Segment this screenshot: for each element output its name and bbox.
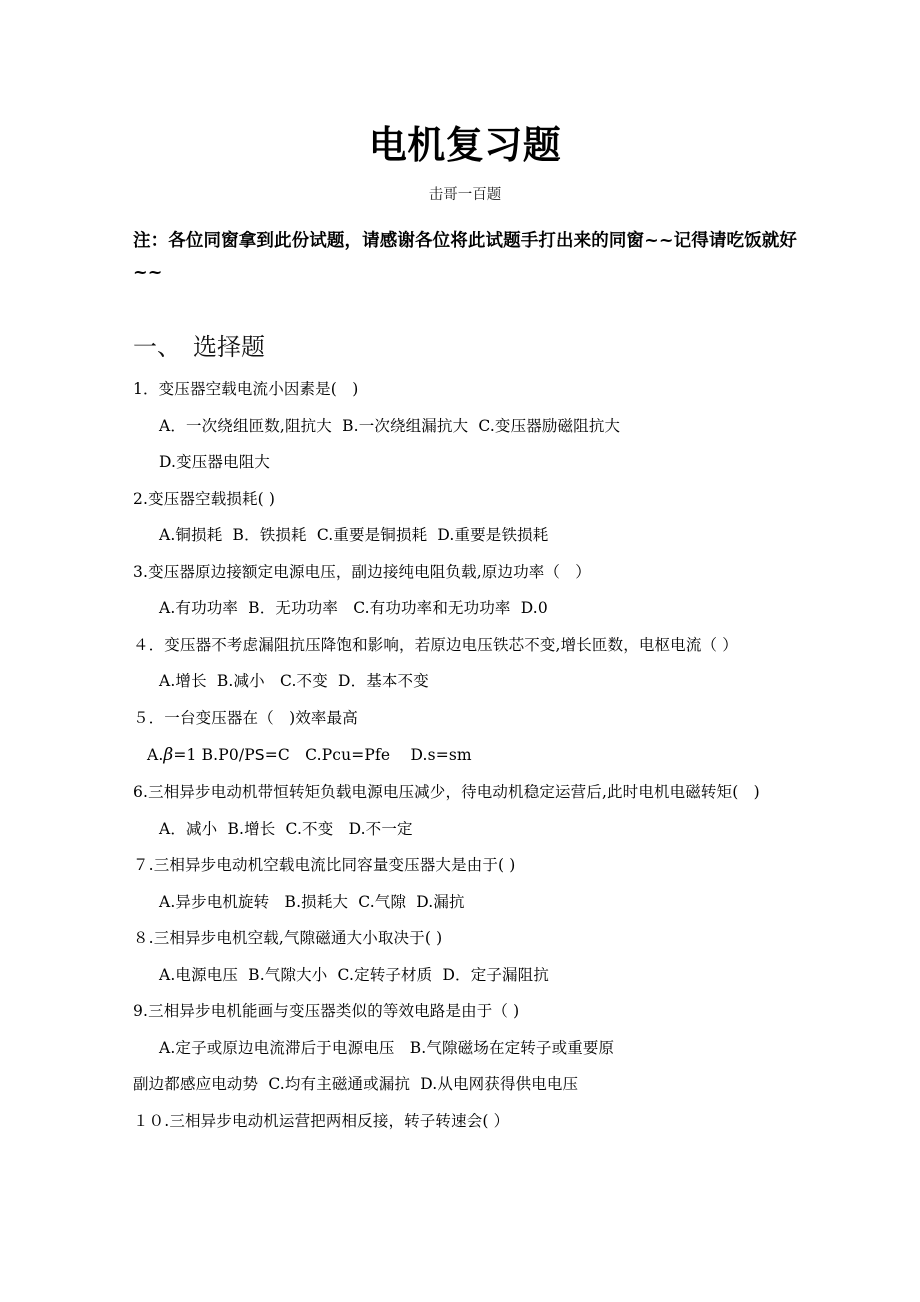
- question-option-line: A．一次绕组匝数,阻抗大 B.一次绕组漏抗大 C.变压器励磁阻抗大: [159, 416, 621, 435]
- question-option-continuation: 副边都感应电动势 C.均有主磁通或漏抗 D.从电网获得供电电压: [133, 1075, 579, 1094]
- document-body: [133, 0, 797, 1150]
- question-stem: 6.三相异步电动机带恒转矩负载电源电压减少，待电动机稳定运营后,此时电机电磁转矩( ): [133, 783, 760, 802]
- question-option-line: A.铜损耗 B．铁损耗 C.重要是铜损耗 D.重要是铁损耗: [159, 526, 549, 545]
- question-stem: ８.三相异步电机空载,气隙磁通大小取决于( ): [133, 929, 443, 948]
- question-stem: 3.变压器原边接额定电源电压，副边接纯电阻负载,原边功率（ ）: [133, 562, 591, 581]
- formula-text: =1 B.P0/P: [173, 746, 255, 765]
- question-option-line: A.异步电机旋转 B.损耗大 C.气隙 D.漏抗: [159, 892, 465, 911]
- question-option-line: A.增长 B.减小 C.不变 D．基本不变: [159, 672, 429, 691]
- document-note: 注：各位同窗拿到此份试题，请感谢各位将此试题手打出来的同窗~~记得请吃饭就好~~: [133, 230, 797, 283]
- question-option-line: A.有功功率 B．无功功率 C.有功功率和无功功率 D.0: [159, 599, 548, 618]
- question-stem: １０.三相异步电动机运营把两相反接，转子转速会( ）: [133, 1111, 510, 1130]
- section-heading-multiple-choice: 一、 选择题: [133, 333, 265, 362]
- question-stem: 9.三相异步电机能画与变压器类似的等效电路是由于（ ): [133, 1002, 520, 1021]
- document-subtitle: 击哥一百题: [428, 187, 502, 203]
- formula-text: =C C.Pcu=Pfe D.s=sm: [264, 746, 472, 765]
- question-stem: 1．变压器空载电流小因素是( ): [133, 380, 359, 399]
- question-option-line: A．减小 B.增长 C.不变 D.不一定: [159, 819, 413, 838]
- formula-symbol-s: S: [254, 746, 265, 765]
- question-stem: ７.三相异步电动机空载电流比同容量变压器大是由于( ): [133, 856, 516, 875]
- question-stem: ５．一台变压器在（ )效率最高: [133, 708, 358, 727]
- beta-symbol: β: [163, 745, 174, 766]
- question-option-line: A.电源电压 B.气隙大小 C.定转子材质 D．定子漏阻抗: [159, 965, 549, 984]
- question-option-line: [133, 747, 797, 785]
- formula-text: A.: [147, 746, 164, 765]
- question-option-line: A.定子或原边电流滞后于电源电压 B.气隙磁场在定转子或重要原: [159, 1038, 615, 1057]
- page-title: 电机复习题: [368, 122, 562, 167]
- question-stem: 2.变压器空载损耗( ): [133, 489, 276, 508]
- question-list: [133, 362, 797, 1150]
- question-stem: ４．变压器不考虑漏阻抗压降饱和影响，若原边电压铁芯不变,增长匝数，电枢电流（ ）: [133, 635, 738, 654]
- question-option-line: D.变压器电阻大: [159, 453, 271, 472]
